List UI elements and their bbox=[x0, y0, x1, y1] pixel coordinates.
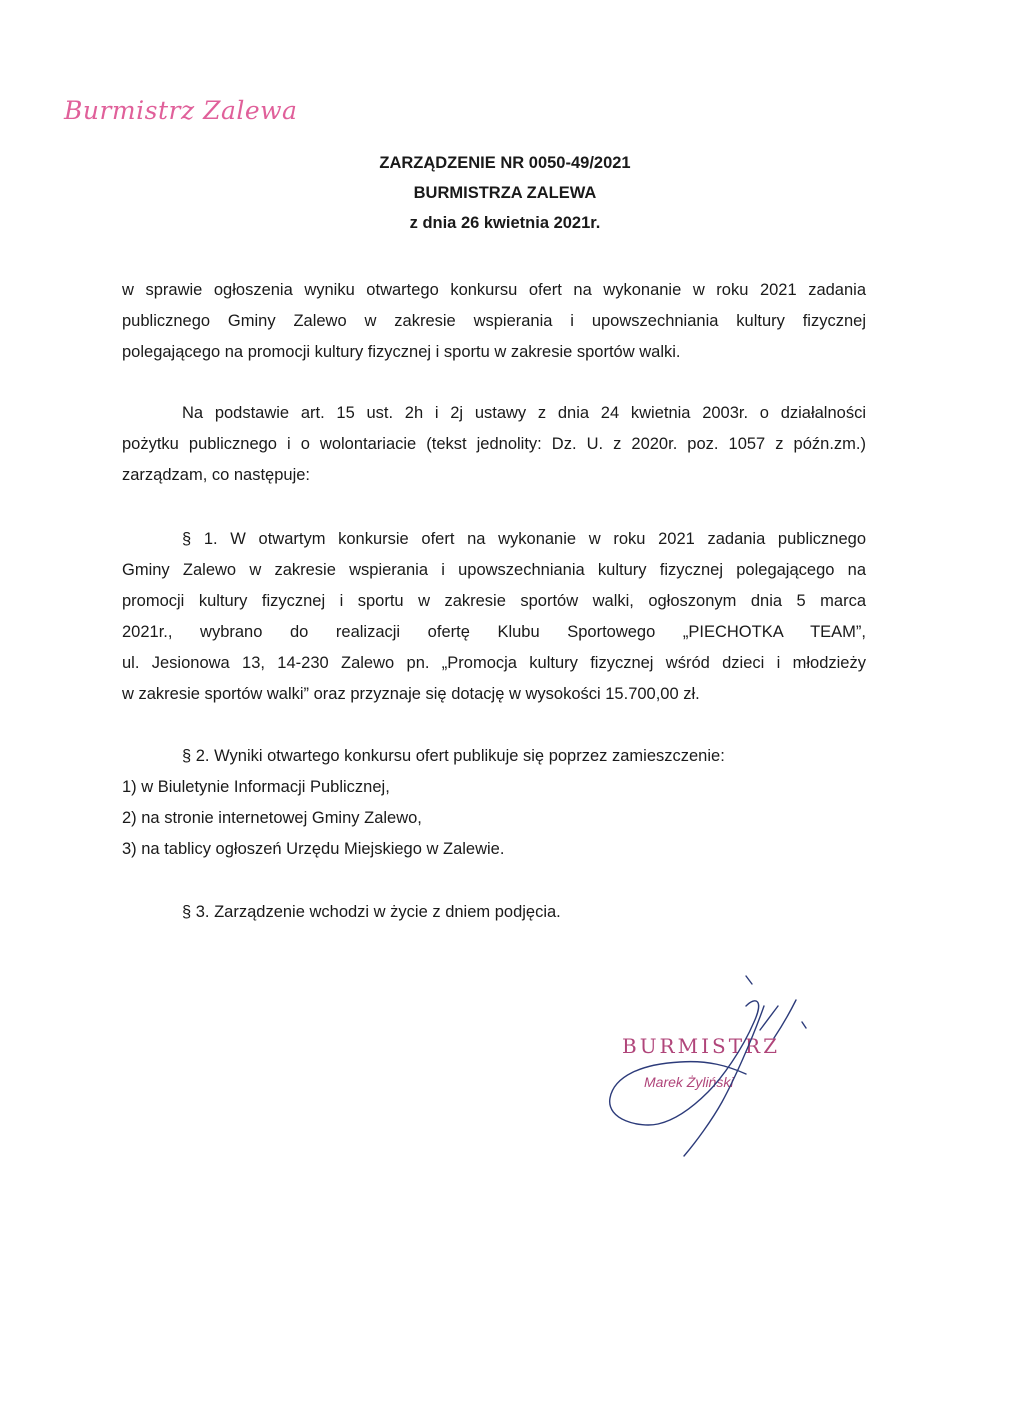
list-item: 2) na stronie internetowej Gminy Zalewo, bbox=[122, 809, 422, 827]
signature-stamp-name: Marek Żyliński bbox=[644, 1074, 734, 1090]
subject-line: w sprawie ogłoszenia wyniku otwartego konkursu ofert na wykonanie w roku 2021 zadania bbox=[122, 281, 866, 299]
document-heading bbox=[0, 148, 1010, 238]
header-stamp: Burmistrz Zalewa bbox=[64, 96, 298, 125]
section-1-paragraph bbox=[122, 524, 866, 710]
heading-issuer: BURMISTRZA ZALEWA bbox=[413, 184, 597, 202]
basis-line: zarządzam, co następuje: bbox=[122, 466, 311, 484]
section-1-line: 2021r., wybrano do realizacji ofertę Klubu Sportowego „PIECHOTKA TEAM”, bbox=[122, 623, 866, 641]
legal-basis-paragraph bbox=[122, 398, 866, 491]
handwritten-signature bbox=[596, 970, 836, 1170]
section-1-line: w zakresie sportów walki” oraz przyznaje się dotację w wysokości 15.700,00 zł. bbox=[122, 685, 700, 703]
subject-line: publicznego Gminy Zalewo w zakresie wspierania i upowszechniania kultury fizycznej bbox=[122, 312, 866, 330]
basis-line: pożytku publicznego i o wolontariacie (tekst jednolity: Dz. U. z 2020r. poz. 1057 z późn.zm.) bbox=[122, 435, 866, 453]
section-1-line: Gminy Zalewo w zakresie wspierania i upowszechniania kultury fizycznej polegającego na bbox=[122, 561, 866, 579]
list-item: 3) na tablicy ogłoszeń Urzędu Miejskiego w Zalewie. bbox=[122, 840, 505, 858]
heading-date: z dnia 26 kwietnia 2021r. bbox=[409, 214, 601, 232]
section-3-paragraph bbox=[122, 897, 866, 928]
signature-stamp-title: BURMISTRZ bbox=[622, 1034, 780, 1058]
basis-line: Na podstawie art. 15 ust. 2h i 2j ustawy z dnia 24 kwietnia 2003r. o działalności bbox=[182, 404, 866, 422]
section-2-intro: § 2. Wyniki otwartego konkursu ofert publikuje się poprzez zamieszczenie: bbox=[182, 747, 725, 765]
section-3-line: § 3. Zarządzenie wchodzi w życie z dniem podjęcia. bbox=[182, 903, 561, 921]
section-1-line: § 1. W otwartym konkursie ofert na wykonanie w roku 2021 zadania publicznego bbox=[182, 530, 866, 548]
heading-title: ZARZĄDZENIE NR 0050-49/2021 bbox=[379, 154, 631, 172]
subject-paragraph bbox=[122, 275, 866, 368]
signature-block bbox=[596, 970, 836, 1170]
section-2-paragraph bbox=[122, 741, 866, 865]
section-1-line: promocji kultury fizycznej i sportu w zakresie sportów walki, ogłoszonym dnia 5 marca bbox=[122, 592, 866, 610]
subject-line: polegającego na promocji kultury fizycznej i sportu w zakresie sportów walki. bbox=[122, 343, 681, 361]
section-1-line: ul. Jesionowa 13, 14-230 Zalewo pn. „Promocja kultury fizycznej wśród dzieci i młodzieży bbox=[122, 654, 866, 672]
list-item: 1) w Biuletynie Informacji Publicznej, bbox=[122, 778, 390, 796]
